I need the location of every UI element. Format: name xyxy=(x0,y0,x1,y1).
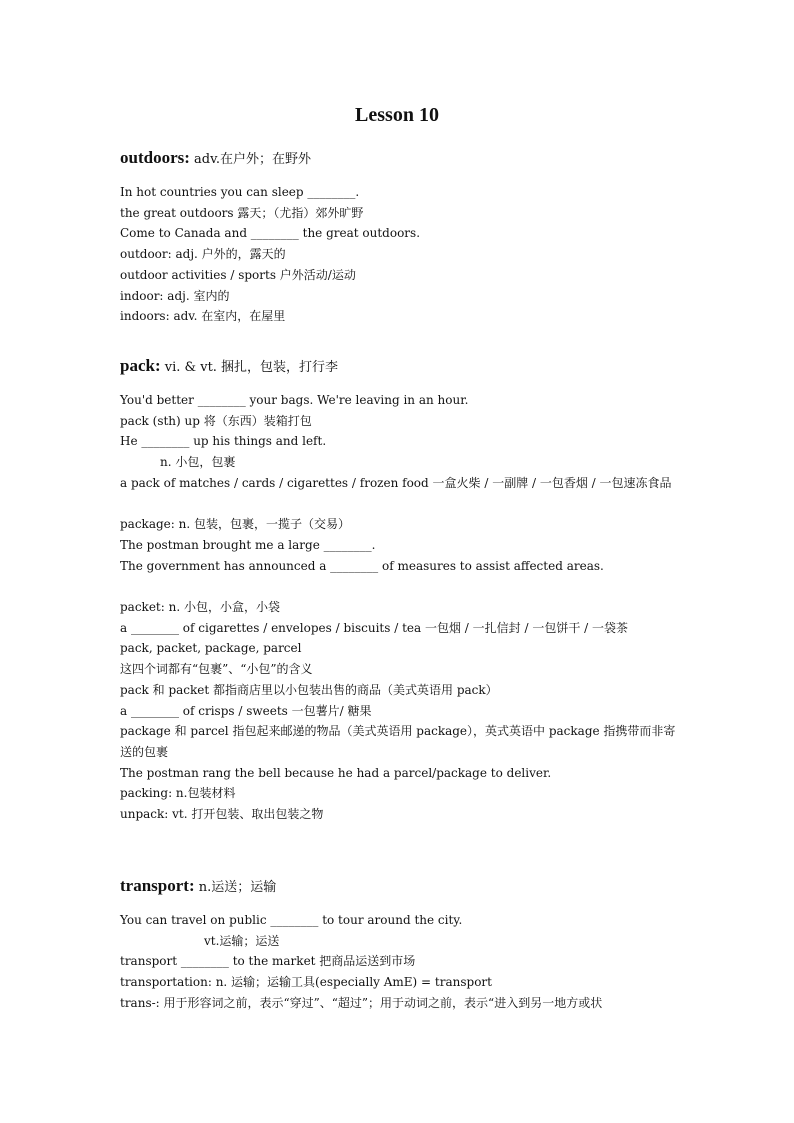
example-line: transport ________ to the market 把商品运送到市场 xyxy=(120,954,416,969)
example-line: Come to Canada and ________ the great outdoors. xyxy=(120,226,421,241)
sense-line: vt.运输；运送 xyxy=(204,933,280,948)
entry-heading xyxy=(120,356,680,376)
example-line: the great outdoors 露天；（尤指）郊外旷野 xyxy=(120,205,364,220)
headword: transport: xyxy=(120,876,195,895)
headword-definition: vi. & vt. 捆扎，包装，打行李 xyxy=(160,360,339,375)
example-line: pack 和 packet 都指商店里以小包装出售的商品（美式英语用 pack） xyxy=(120,682,498,697)
example-line: You can travel on public ________ to tour around the city. xyxy=(120,913,463,927)
example-line: packing: n.包装材料 xyxy=(120,786,236,801)
headword-definition: adv.在户外；在野外 xyxy=(189,152,312,167)
example-line: He ________ up his things and left. xyxy=(120,434,327,449)
entry-heading xyxy=(120,876,680,896)
headword: pack: xyxy=(120,356,161,375)
example-line: indoors: adv. 在室内，在屋里 xyxy=(120,309,286,324)
headword-definition: n.运送；运输 xyxy=(194,880,277,895)
example-line: The government has announced a ________ of measures to assist affected areas. xyxy=(120,558,604,573)
example-line: outdoor activities / sports 户外活动/运动 xyxy=(120,267,356,282)
example-line: In hot countries you can sleep ________. xyxy=(120,185,360,199)
example-line: packet: n. 小包，小盒，小袋 xyxy=(120,600,280,614)
example-line: transportation: n. 运输；运输工具(especially AmE) = transport xyxy=(120,975,492,990)
example-line: package: n. 包装，包裹，一揽子（交易） xyxy=(120,517,350,532)
example-line: The postman rang the bell because he had a parcel/package to deliver. xyxy=(120,765,552,780)
entry-transport xyxy=(120,876,680,1014)
sense-line: n. 小包，包裹 xyxy=(160,455,236,470)
example-line: outdoor: adj. 户外的，露天的 xyxy=(120,247,286,262)
example-line: 这四个词都有“包裹”、“小包”的含义 xyxy=(120,662,313,677)
example-line: pack (sth) up 将（东西）装箱打包 xyxy=(120,413,312,428)
example-line: You'd better ________ your bags. We're leaving in an hour. xyxy=(120,393,469,407)
example-line: a ________ of crisps / sweets 一包薯片/ 糖果 xyxy=(120,703,372,718)
example-line: trans-: 用于形容词之前，表示“穿过”、“超过”；用于动词之前，表示“进入到另一地方或状 xyxy=(120,995,603,1010)
headword: outdoors: xyxy=(120,148,190,167)
entry-outdoors xyxy=(120,148,680,327)
entry-pack xyxy=(120,356,680,825)
example-line: unpack: vt. 打开包装、取出包装之物 xyxy=(120,807,324,822)
entry-heading xyxy=(120,148,680,168)
lesson-title: Lesson 10 xyxy=(355,104,439,126)
example-line: pack, packet, package, parcel xyxy=(120,641,302,656)
example-line: indoor: adj. 室内的 xyxy=(120,288,230,303)
example-line: a pack of matches / cards / cigarettes / frozen food 一盒火柴 / 一副牌 / 一包香烟 / 一包速冻食品 xyxy=(120,475,672,490)
example-line: a ________ of cigarettes / envelopes / biscuits / tea 一包烟 / 一扎信封 / 一包饼干 / 一袋茶 xyxy=(120,620,628,635)
example-line: package 和 parcel 指包起来邮递的物品（美式英语用 package），英式英语中 package 指携带而非寄送的包裹 xyxy=(120,724,676,759)
example-line: The postman brought me a large ________. xyxy=(120,537,376,552)
